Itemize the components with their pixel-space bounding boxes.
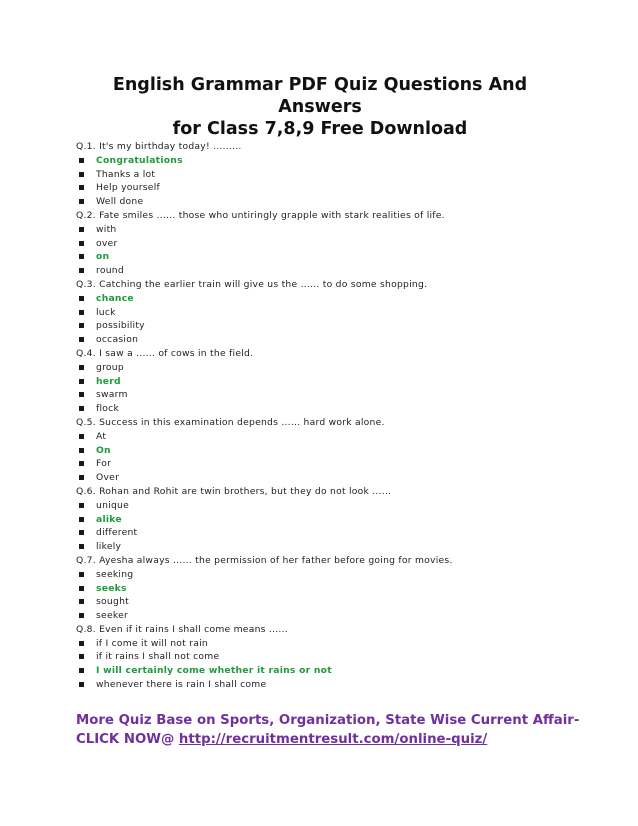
option-item [76, 168, 596, 182]
question-block [76, 278, 596, 347]
option-text: seeker [96, 610, 129, 622]
option-text: chance [96, 292, 134, 304]
square-bullet-icon [79, 599, 84, 604]
square-bullet-icon [79, 310, 84, 315]
option-text: with [96, 223, 117, 235]
question-block [76, 209, 596, 278]
option-text: group [96, 361, 124, 373]
square-bullet-icon [79, 337, 84, 342]
option-text: Help yourself [96, 182, 161, 194]
option-text: different [96, 527, 138, 539]
question-text: Q.1. It's my birthday today! ......... [76, 141, 242, 152]
option-text: Congratulations [96, 154, 183, 166]
option-item [76, 595, 596, 609]
option-item [76, 471, 596, 485]
question-text: Q.3. Catching the earlier train will give us the ...... to do some shopping. [76, 278, 428, 290]
footer-promo [76, 711, 596, 749]
square-bullet-icon [79, 254, 84, 259]
square-bullet-icon [79, 682, 84, 687]
square-bullet-icon [79, 448, 84, 453]
correct-option [76, 250, 596, 264]
option-item [76, 568, 596, 582]
option-text: On [96, 444, 111, 456]
option-item [76, 237, 596, 251]
page-title [70, 74, 570, 140]
option-text: I will certainly come whether it rains or not [96, 665, 332, 677]
square-bullet-icon [79, 158, 84, 163]
option-text: luck [96, 306, 116, 318]
correct-option [76, 444, 596, 458]
option-list [76, 223, 596, 278]
option-item [76, 540, 596, 554]
option-text: herd [96, 375, 121, 387]
footer-prefix: CLICK NOW@ [76, 732, 179, 747]
square-bullet-icon [79, 530, 84, 535]
correct-option [76, 513, 596, 527]
square-bullet-icon [79, 654, 84, 659]
question-block [76, 623, 596, 692]
option-item [76, 430, 596, 444]
option-item [76, 388, 596, 402]
quiz-list [76, 140, 596, 692]
option-item [76, 678, 596, 692]
square-bullet-icon [79, 544, 84, 549]
correct-option [76, 582, 596, 596]
option-item [76, 361, 596, 375]
option-item [76, 223, 596, 237]
option-item [76, 499, 596, 513]
question-block [76, 485, 596, 554]
option-text: Over [96, 472, 120, 484]
square-bullet-icon [79, 365, 84, 370]
option-text: if I come it will not rain [96, 637, 208, 649]
option-text: unique [96, 499, 130, 511]
option-item [76, 195, 596, 209]
option-list [76, 430, 596, 485]
square-bullet-icon [79, 172, 84, 177]
question-text: Q.4. I saw a ...... of cows in the field. [76, 347, 254, 359]
square-bullet-icon [79, 586, 84, 591]
question-block [76, 347, 596, 416]
option-text: over [96, 237, 118, 249]
square-bullet-icon [79, 199, 84, 204]
question-text: Q.5. Success in this examination depends ...... hard work alone. [76, 416, 385, 428]
correct-option [76, 292, 596, 306]
square-bullet-icon [79, 475, 84, 480]
question-text: Q.2. Fate smiles ...... those who untiringly grapple with stark realities of life. [76, 209, 445, 221]
square-bullet-icon [79, 392, 84, 397]
option-list [76, 499, 596, 554]
option-text: swarm [96, 389, 128, 401]
question-text: Q.8. Even if it rains I shall come means ...... [76, 623, 288, 635]
title-line-1: English Grammar PDF Quiz Questions And Answers [112, 75, 528, 117]
square-bullet-icon [79, 268, 84, 273]
option-list [76, 361, 596, 416]
option-text: seeking [96, 568, 134, 580]
square-bullet-icon [79, 323, 84, 328]
option-text: alike [96, 513, 122, 525]
option-text: if it rains I shall not come [96, 651, 220, 663]
option-item [76, 264, 596, 278]
square-bullet-icon [79, 517, 84, 522]
option-text: on [96, 251, 110, 263]
option-list [76, 568, 596, 623]
square-bullet-icon [79, 613, 84, 618]
footer-line-1: More Quiz Base on Sports, Organization, State Wise Current Affair- [76, 713, 580, 728]
question-block [76, 554, 596, 623]
option-item [76, 319, 596, 333]
square-bullet-icon [79, 668, 84, 673]
option-item [76, 609, 596, 623]
square-bullet-icon [79, 503, 84, 508]
option-text: flock [96, 403, 120, 415]
title-line-2: for Class 7,8,9 Free Download [172, 119, 468, 139]
option-item [76, 333, 596, 347]
option-text: whenever there is rain I shall come [96, 679, 267, 691]
option-list [76, 154, 596, 209]
option-text: seeks [96, 582, 127, 594]
square-bullet-icon [79, 572, 84, 577]
question-block [76, 416, 596, 485]
option-text: possibility [96, 320, 145, 332]
option-text: Thanks a lot [96, 168, 156, 180]
option-item [76, 306, 596, 320]
square-bullet-icon [79, 379, 84, 384]
quiz-link[interactable]: http://recruitmentresult.com/online-quiz/ [178, 732, 488, 747]
question-block [76, 140, 596, 209]
option-list [76, 292, 596, 347]
square-bullet-icon [79, 296, 84, 301]
option-item [76, 457, 596, 471]
option-item [76, 402, 596, 416]
square-bullet-icon [79, 406, 84, 411]
option-item [76, 526, 596, 540]
option-text: likely [96, 541, 122, 553]
correct-option [76, 154, 596, 168]
option-text: round [96, 265, 124, 277]
option-item [76, 181, 596, 195]
footer-line-2 [76, 730, 596, 749]
square-bullet-icon [79, 241, 84, 246]
option-text: Well done [96, 196, 144, 208]
option-text: At [96, 430, 107, 442]
correct-option [76, 664, 596, 678]
square-bullet-icon [79, 434, 84, 439]
option-item [76, 637, 596, 651]
option-text: sought [96, 596, 129, 608]
square-bullet-icon [79, 227, 84, 232]
option-item [76, 650, 596, 664]
correct-option [76, 375, 596, 389]
square-bullet-icon [79, 185, 84, 190]
square-bullet-icon [79, 461, 84, 466]
option-text: occasion [96, 334, 139, 346]
question-text: Q.6. Rohan and Rohit are twin brothers, but they do not look ...... [76, 485, 392, 497]
question-text: Q.7. Ayesha always ...... the permission of her father before going for movies. [76, 554, 453, 566]
option-text: For [96, 458, 112, 470]
option-list [76, 637, 596, 692]
square-bullet-icon [79, 641, 84, 646]
